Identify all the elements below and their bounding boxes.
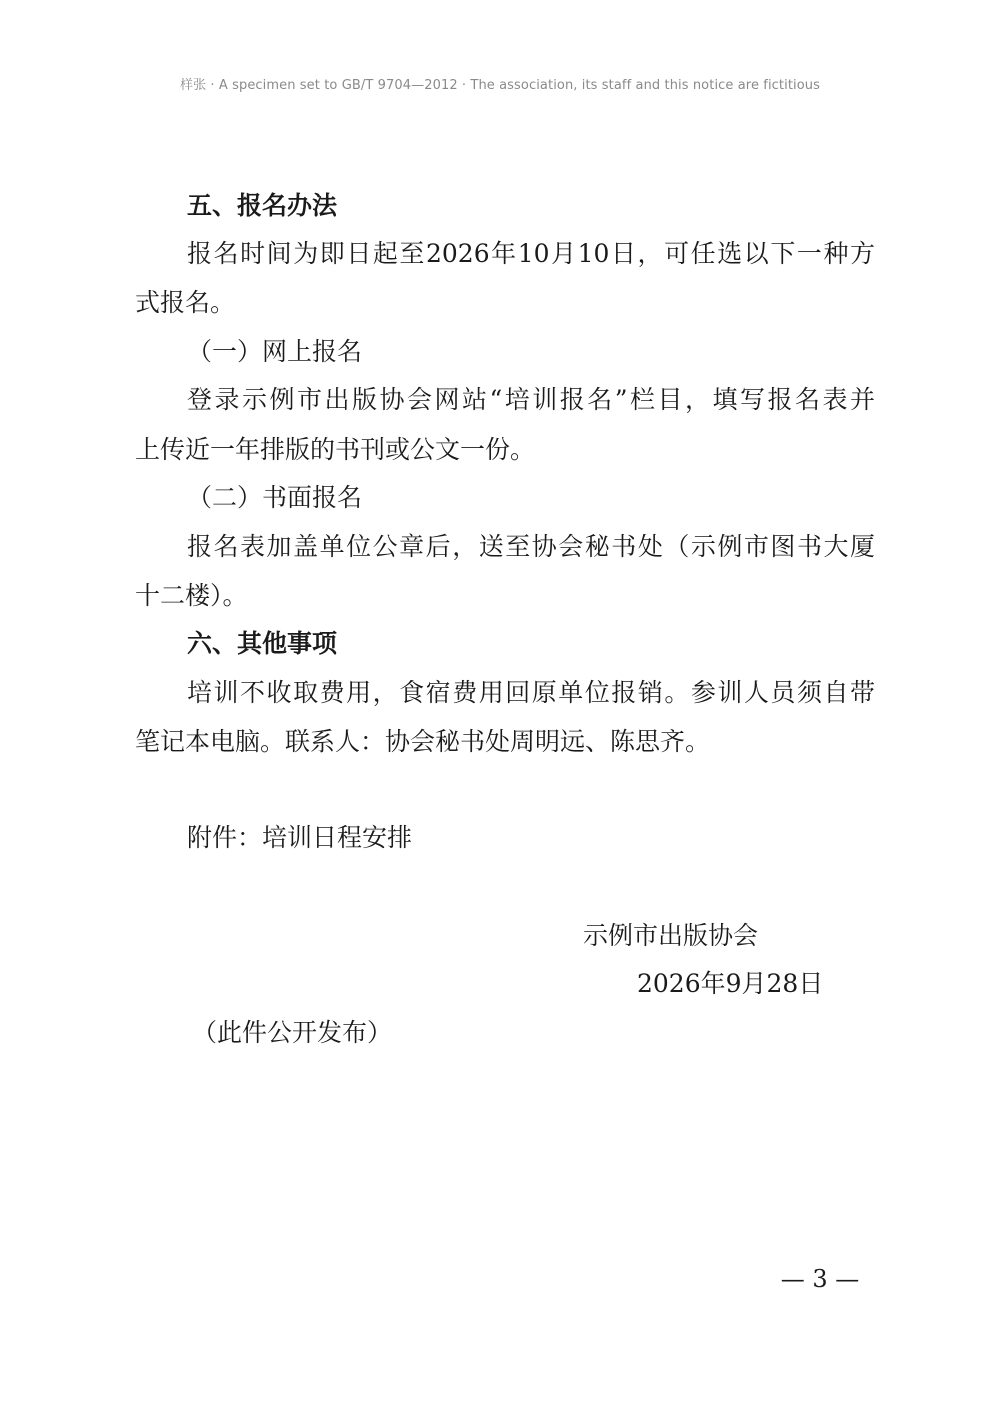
specimen-note: 样张 · A specimen set to GB/T 9704—2012 · The association, its staff and this notice are fictitious xyxy=(179,78,821,93)
registration-paragraph-line: 报名时间为即日起至2026年10月10日，可任选以下一种方 xyxy=(187,239,875,268)
online-registration-paragraph-line: 登录示例市出版协会网站“培训报名”栏目，填写报名表并 xyxy=(187,385,875,414)
attachment-note: 附件：培训日程安排 xyxy=(187,823,413,852)
signing-date: 2026年9月28日 xyxy=(637,969,824,998)
subheading-online-registration: （一）网上报名 xyxy=(187,337,363,366)
written-registration-paragraph-line: 十二楼）。 xyxy=(135,581,248,610)
section-heading-other-matters: 六、其他事项 xyxy=(187,629,338,658)
online-registration-paragraph-line: 上传近一年排版的书刊或公文一份。 xyxy=(135,435,536,464)
registration-paragraph-line: 式报名。 xyxy=(135,288,236,317)
signing-organization: 示例市出版协会 xyxy=(583,921,759,950)
other-matters-paragraph-line: 培训不收取费用，食宿费用回原单位报销。参训人员须自带 xyxy=(187,678,875,707)
release-note: （此件公开发布） xyxy=(192,1018,393,1047)
other-matters-paragraph-line: 笔记本电脑。联系人：协会秘书处周明远、陈思齐。 xyxy=(135,727,711,756)
page-number: — 3 — xyxy=(780,1265,860,1293)
written-registration-paragraph-line: 报名表加盖单位公章后，送至协会秘书处（示例市图书大厦 xyxy=(187,532,875,561)
subheading-written-registration: （二）书面报名 xyxy=(187,483,363,512)
section-heading-registration: 五、报名办法 xyxy=(187,191,338,220)
